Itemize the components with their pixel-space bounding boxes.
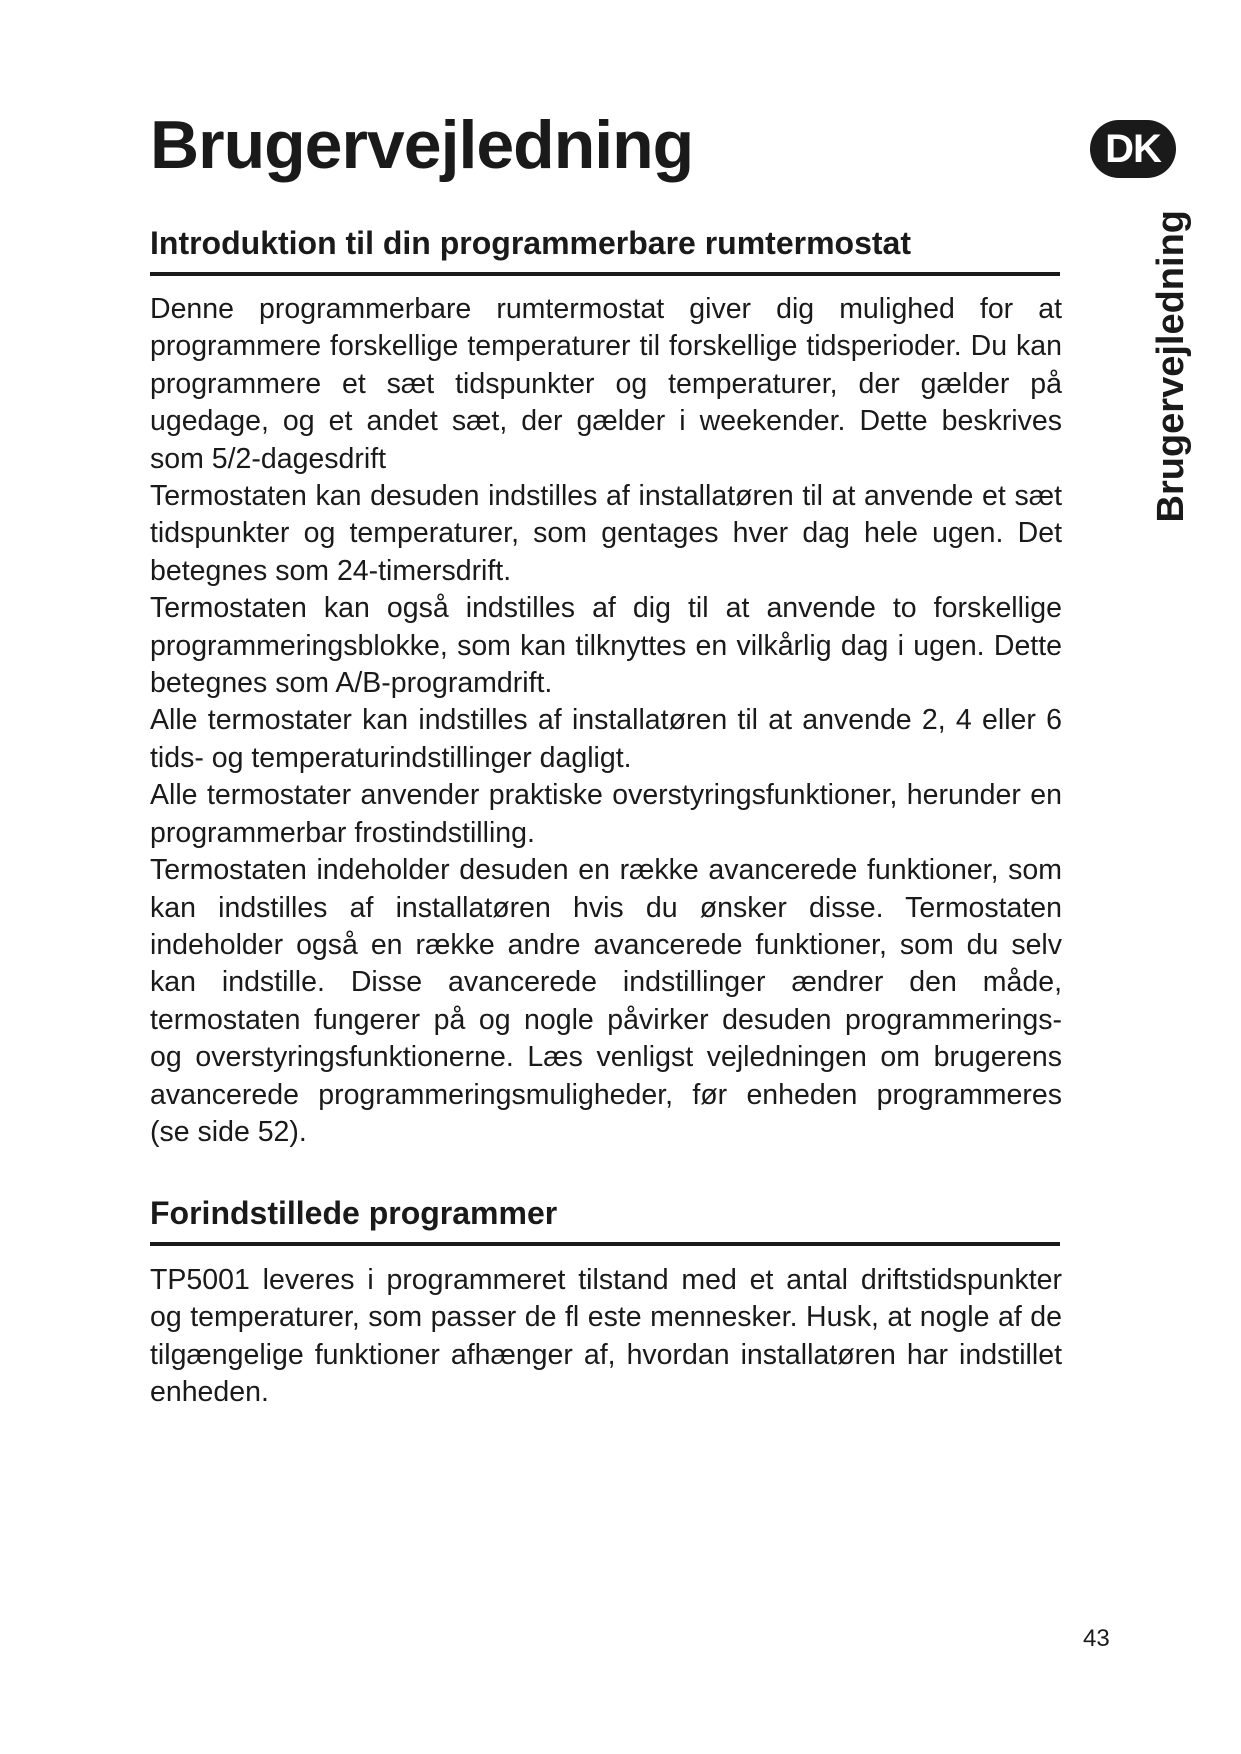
language-badge: DK bbox=[1090, 120, 1176, 178]
page-title: Brugervejledning bbox=[150, 107, 694, 183]
paragraph: TP5001 leveres i programmeret tilstand med et antal driftstidspunkter og temperaturer, som passer de fl este mennesker. Husk, at nogle af de tilgængelige funktioner afhænger af, hvordan installatøren har indstillet enheden. bbox=[150, 1264, 1062, 1409]
paragraph: Termostaten kan også indstilles af dig til at anvende to forskellige programmeringsblokke, som kan tilknyttes en vilkårlig dag i ugen. Dette betegnes som A/B-programdrift. bbox=[150, 592, 1062, 700]
paragraph: Denne programmerbare rumtermostat giver dig mulighed for at programmere forskellige temperaturer til forskellige tidsperioder. Du kan programmere et sæt tidspunkter og temperaturer, der gælder på ugedage, og et andet sæt, der gælder i weekender. Dette beskrives som 5/2-dagesdrift bbox=[150, 293, 1062, 475]
section-body-introduction bbox=[150, 291, 1062, 1151]
section-heading-presets: Forindstillede programmer bbox=[150, 1195, 1060, 1246]
paragraph: Alle termostater kan indstilles af installatøren til at anvende 2, 4 eller 6 tids- og temperaturindstillinger dagligt. bbox=[150, 704, 1062, 774]
paragraph: Termostaten indeholder desuden en række avancerede funktioner, som kan indstilles af installatøren hvis du ønsker disse. Termostaten indeholder også en række andre avancerede funktioner, som du selv kan indstille. Disse avancerede indstillinger ændrer den måde, termostaten fungerer på og nogle påvirker desuden programmerings- og overstyringsfunktionerne. Læs venligst vejledningen om brugerens avancerede programmeringsmuligheder, før enheden programmeres (se side 52). bbox=[150, 854, 1062, 1148]
paragraph: Termostaten kan desuden indstilles af installatøren til at anvende et sæt tidspunkter og temperaturer, som gentages hver dag hele ugen. Det betegnes som 24-timersdrift. bbox=[150, 480, 1062, 587]
page-number: 43 bbox=[1083, 1625, 1110, 1652]
side-tab-label: Brugervejledning bbox=[1150, 210, 1192, 523]
section-body-presets bbox=[150, 1262, 1062, 1412]
paragraph: Alle termostater anvender praktiske overstyringsfunktioner, herunder en programmerbar frostindstilling. bbox=[150, 779, 1062, 849]
section-heading-introduction: Introduktion til din programmerbare rumtermostat bbox=[150, 225, 1060, 276]
